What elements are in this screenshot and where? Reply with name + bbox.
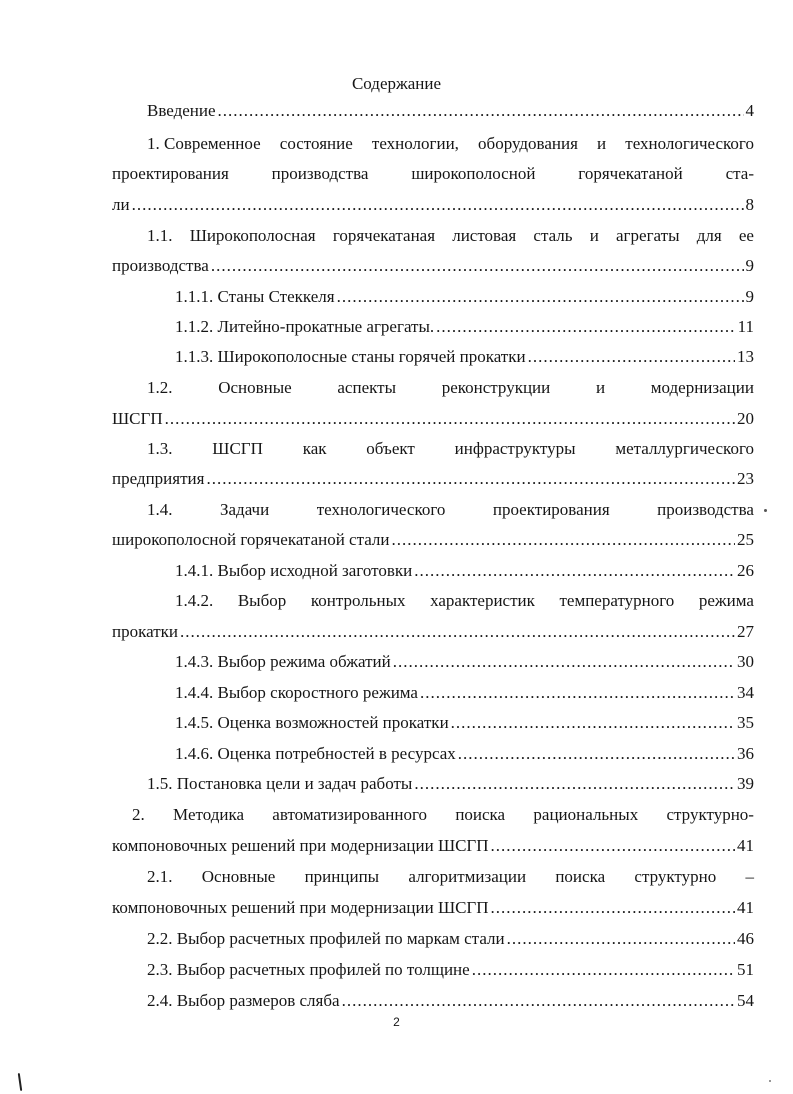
toc-word: структурно-	[666, 805, 754, 824]
dot-leader	[165, 408, 735, 430]
dot-leader	[507, 928, 735, 950]
toc-entry-page: 9	[745, 287, 754, 306]
toc-word: ее	[738, 226, 754, 245]
toc-word: объект	[366, 439, 415, 458]
dot-leader	[180, 621, 735, 643]
toc-word: 2.	[132, 805, 145, 824]
toc-entry-s1-4-2-line2	[112, 621, 754, 643]
toc-entry-text: Введение	[147, 101, 216, 120]
toc-word: Задачи	[219, 500, 270, 519]
toc-word: ста-	[725, 164, 754, 183]
dot-leader	[472, 959, 735, 981]
toc-entry-page: 9	[745, 256, 754, 275]
toc-word: принципы	[304, 867, 380, 886]
toc-word: 1.3.	[147, 439, 173, 458]
dot-leader	[420, 682, 735, 704]
toc-word: характеристик	[430, 591, 535, 610]
toc-entry-text: предприятия	[112, 469, 205, 488]
toc-entry-s1-4-1	[175, 560, 754, 582]
toc-entry-page: 35	[737, 713, 754, 732]
toc-entry-page: 39	[737, 774, 754, 793]
toc-word: горячекатаной	[578, 164, 683, 183]
page-number: 2	[393, 1015, 400, 1029]
toc-word: реконструкции	[441, 378, 551, 397]
toc-entry-s1-1-3	[175, 346, 754, 368]
toc-entry-page: 11	[737, 317, 754, 336]
toc-entry-text: 2.2. Выбор расчетных профилей по маркам стали	[147, 929, 505, 948]
toc-entry-text: 2.3. Выбор расчетных профилей по толщине	[147, 960, 470, 979]
toc-entry-s2-4	[147, 990, 754, 1012]
toc-word: как	[302, 439, 327, 458]
dot-leader	[458, 743, 735, 765]
dot-leader	[436, 316, 735, 338]
toc-word: аспекты	[337, 378, 397, 397]
toc-word: рациональных	[533, 805, 639, 824]
toc-word: Основные	[201, 867, 276, 886]
toc-word: состояние	[279, 134, 353, 153]
toc-entry-s1-4-6	[175, 743, 754, 765]
toc-word: ШСГП	[212, 439, 263, 458]
toc-entry-page: 46	[737, 929, 754, 948]
toc-word: 1.2.	[147, 378, 173, 397]
toc-entry-s1-5	[147, 773, 754, 795]
toc-entry-text: 1.1.3. Широкополосные станы горячей прокатки	[175, 347, 526, 366]
toc-word: технологического	[316, 500, 446, 519]
dot-leader	[393, 651, 735, 673]
toc-entry-s2-1-line1	[147, 866, 754, 888]
toc-entry-text: 1.1.1. Станы Стеккеля	[175, 287, 335, 306]
toc-word: 1.4.	[147, 500, 173, 519]
dot-leader	[132, 194, 744, 216]
toc-word: инфраструктуры	[454, 439, 576, 458]
scan-artifact	[764, 509, 767, 512]
toc-entry-s2-1-line2	[112, 897, 754, 919]
toc-word: –	[745, 867, 754, 886]
toc-word: технологического	[625, 134, 754, 153]
dot-leader	[337, 286, 744, 308]
toc-entry-page: 41	[737, 836, 754, 855]
toc-entry-s1-4-4	[175, 682, 754, 704]
toc-word: и	[595, 378, 606, 397]
toc-entry-intro	[147, 100, 754, 122]
toc-entry-text: компоновочных решений при модернизации ШСГП	[112, 898, 489, 917]
toc-entry-page: 34	[737, 683, 754, 702]
toc-word: металлургического	[615, 439, 754, 458]
toc-entry-s1-3-line2	[112, 468, 754, 490]
toc-word: производства	[657, 500, 754, 519]
toc-word: структурно	[634, 867, 717, 886]
toc-entry-page: 36	[737, 744, 754, 763]
dot-leader	[218, 100, 744, 122]
toc-entry-text: 1.1.2. Литейно-прокатные агрегаты.	[175, 317, 435, 336]
toc-entry-page: 8	[745, 195, 754, 214]
dot-leader	[528, 346, 735, 368]
toc-entry-text: 1.4.3. Выбор режима обжатий	[175, 652, 391, 671]
toc-word: 1. Современное	[147, 134, 261, 153]
toc-word: модернизации	[650, 378, 754, 397]
toc-entry-text: 1.4.6. Оценка потребностей в ресурсах	[175, 744, 456, 763]
toc-word: 1.1.	[147, 226, 173, 245]
toc-word: алгоритмизации	[408, 867, 527, 886]
toc-entry-s1-1-line1	[147, 225, 754, 247]
toc-entry-text: ли	[112, 195, 130, 214]
toc-entry-text: прокатки	[112, 622, 178, 641]
toc-entry-s1-4-line2	[112, 529, 754, 551]
toc-entry-s1-line3	[112, 194, 754, 216]
toc-word: проектирования	[492, 500, 610, 519]
dot-leader	[392, 529, 735, 551]
toc-word: Широкополосная	[189, 226, 316, 245]
toc-entry-s2-line2	[112, 835, 754, 857]
toc-word: поиска	[455, 805, 506, 824]
toc-entry-page: 13	[737, 347, 754, 366]
toc-entry-page: 23	[737, 469, 754, 488]
toc-word: и	[589, 226, 599, 245]
toc-entry-page: 27	[737, 622, 754, 641]
dot-leader	[491, 897, 735, 919]
scan-artifact	[769, 1080, 771, 1082]
toc-entry-text: 1.5. Постановка цели и задач работы	[147, 774, 413, 793]
toc-entry-text: компоновочных решений при модернизации ШСГП	[112, 836, 489, 855]
toc-entry-text: 1.4.4. Выбор скоростного режима	[175, 683, 418, 702]
dot-leader	[491, 835, 735, 857]
toc-entry-text: 1.4.5. Оценка возможностей прокатки	[175, 713, 449, 732]
toc-word: режима	[698, 591, 754, 610]
toc-word: Методика	[173, 805, 244, 824]
toc-entry-s2-line1	[132, 804, 754, 826]
toc-entry-page: 41	[737, 898, 754, 917]
toc-word: листовая	[452, 226, 517, 245]
toc-entry-s2-3	[147, 959, 754, 981]
toc-entry-s1-3-line1	[147, 438, 754, 460]
toc-entry-text: производства	[112, 256, 209, 275]
toc-word: температурного	[559, 591, 675, 610]
toc-word: 1.4.2.	[175, 591, 214, 610]
toc-word: оборудования	[478, 134, 578, 153]
toc-word: контрольных	[310, 591, 406, 610]
toc-word: поиска	[555, 867, 606, 886]
toc-word: технологии,	[371, 134, 459, 153]
toc-entry-text: 2.4. Выбор размеров сляба	[147, 991, 340, 1010]
toc-word: широкополосной	[411, 164, 536, 183]
toc-word: автоматизированного	[272, 805, 428, 824]
toc-entry-page: 20	[737, 409, 754, 428]
toc-entry-s1-4-5	[175, 712, 754, 734]
toc-entry-text: ШСГП	[112, 409, 163, 428]
toc-entry-s1-1-2	[175, 316, 754, 338]
toc-word: Основные	[218, 378, 292, 397]
toc-entry-s1-line1	[147, 133, 754, 155]
toc-entry-s1-1-line2	[112, 255, 754, 277]
dot-leader	[206, 468, 735, 490]
toc-word: агрегаты	[616, 226, 680, 245]
toc-entry-page: 26	[737, 561, 754, 580]
scan-artifact	[18, 1073, 22, 1091]
toc-entry-page: 51	[737, 960, 754, 979]
page-title: Содержание	[351, 74, 442, 93]
toc-word: производства	[271, 164, 369, 183]
dot-leader	[414, 773, 735, 795]
toc-entry-s2-2	[147, 928, 754, 950]
toc-entry-s1-2-line2	[112, 408, 754, 430]
dot-leader	[342, 990, 735, 1012]
toc-entry-s1-2-line1	[147, 377, 754, 399]
toc-word: и	[597, 134, 607, 153]
toc-word: сталь	[533, 226, 573, 245]
toc-word: проектирования	[112, 164, 229, 183]
toc-entry-s1-4-2-line1	[175, 590, 754, 612]
toc-word: горячекатаная	[332, 226, 436, 245]
toc-entry-s1-4-3	[175, 651, 754, 673]
toc-entry-s1-4-line1	[147, 499, 754, 521]
toc-word: 2.1.	[147, 867, 173, 886]
toc-entry-page: 54	[737, 991, 754, 1010]
toc-word: для	[696, 226, 722, 245]
toc-entry-text: широкополосной горячекатаной стали	[112, 530, 390, 549]
toc-entry-page: 25	[737, 530, 754, 549]
toc-entry-text: 1.4.1. Выбор исходной заготовки	[175, 561, 413, 580]
dot-leader	[414, 560, 735, 582]
toc-entry-page: 30	[737, 652, 754, 671]
dot-leader	[211, 255, 744, 277]
toc-word: Выбор	[237, 591, 287, 610]
toc-entry-s1-1-1	[175, 286, 754, 308]
toc-entry-page: 4	[745, 101, 754, 120]
dot-leader	[451, 712, 735, 734]
toc-entry-s1-line2	[112, 163, 754, 185]
